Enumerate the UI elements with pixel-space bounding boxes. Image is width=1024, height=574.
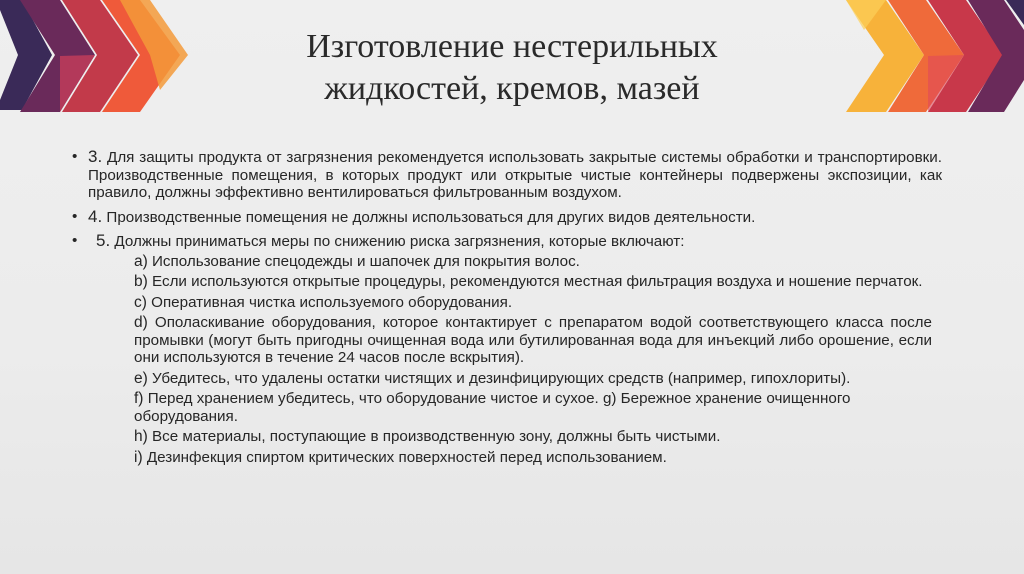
title-line-1: Изготовление нестерильных [306,28,718,65]
sub-item-label: f) [134,390,144,407]
sub-item-text: Убедитесь, что удалены остатки чистящих и дезинфицирующих средств (например, гипохлориты). [147,369,851,387]
sub-item-i [134,449,932,467]
sub-item-text: Все материалы, поступающие в производственную зону, должны быть чистыми. [147,428,721,445]
sub-item-text: Перед хранением убедитесь, что оборудование чистое и сухое. g) Бережное хранение очищенного оборудования. [134,390,851,425]
sub-item-label: a) [134,252,148,270]
bullet-number: 4. [88,206,103,226]
sub-item-c [134,294,932,312]
bullet-marker: • [72,232,78,249]
sub-item-text: Дезинфекция спиртом критических поверхностей перед использованием. [142,448,667,466]
sub-item-text: Ополаскивание оборудования, которое контактирует с препаратом водой соответствующего класса после промывки (могут быть пригодны очищенная вода или бутилированная вода для инъекций либо орошение, если они используются в течение 24 часов после вскрытия). [134,314,932,366]
sub-item-e [134,370,932,388]
bullet-marker: • [72,148,78,165]
sub-item-d [134,314,932,367]
sub-item-text: Если используются открытые процедуры, рекомендуются местная фильтрация воздуха и ношение перчаток. [147,273,923,290]
bullet-text: Для защиты продукта от загрязнения рекомендуется использовать закрытые системы обработки и транспортировки. Производственные помещения, в которых продукт или открытые чистые контейнеры подвержены экспозиции, как правило, должны эффективно вентилироваться фильтрованным воздухом. [88,149,942,201]
bullet-item-5 [72,232,942,251]
content-body [72,148,942,469]
sub-item-label: d) [134,314,148,331]
bullet-item-3 [72,148,942,202]
sub-item-text: Использование спецодежды и шапочек для покрытия волос. [147,252,580,270]
slide-title [220,26,804,110]
sub-item-f [134,390,932,425]
sub-item-label: e) [134,369,148,387]
sub-item-label: h) [134,428,148,445]
bullet-number: 5. [96,231,111,250]
sub-item-text: Оперативная чистка используемого оборудования. [146,293,513,311]
sub-item-b [134,273,932,291]
sub-item-label: c) [134,293,147,311]
left-chevron-decoration [0,0,200,120]
sub-item-label: b) [134,273,148,290]
bullet-text: Производственные помещения не должны использоваться для других видов деятельности. [102,208,756,226]
right-chevron-decoration [824,0,1024,120]
sub-item-a [134,253,932,271]
bullet-item-4 [72,208,942,227]
title-line-2: жидкостей, кремов, мазей [324,70,700,107]
bullet-text: Должны приниматься меры по снижению риска загрязнения, которые включают: [110,233,685,250]
sub-item-label: i) [134,448,143,466]
bullet-marker: • [72,207,78,225]
bullet-number: 3. [88,147,103,166]
sub-item-h [134,428,932,446]
